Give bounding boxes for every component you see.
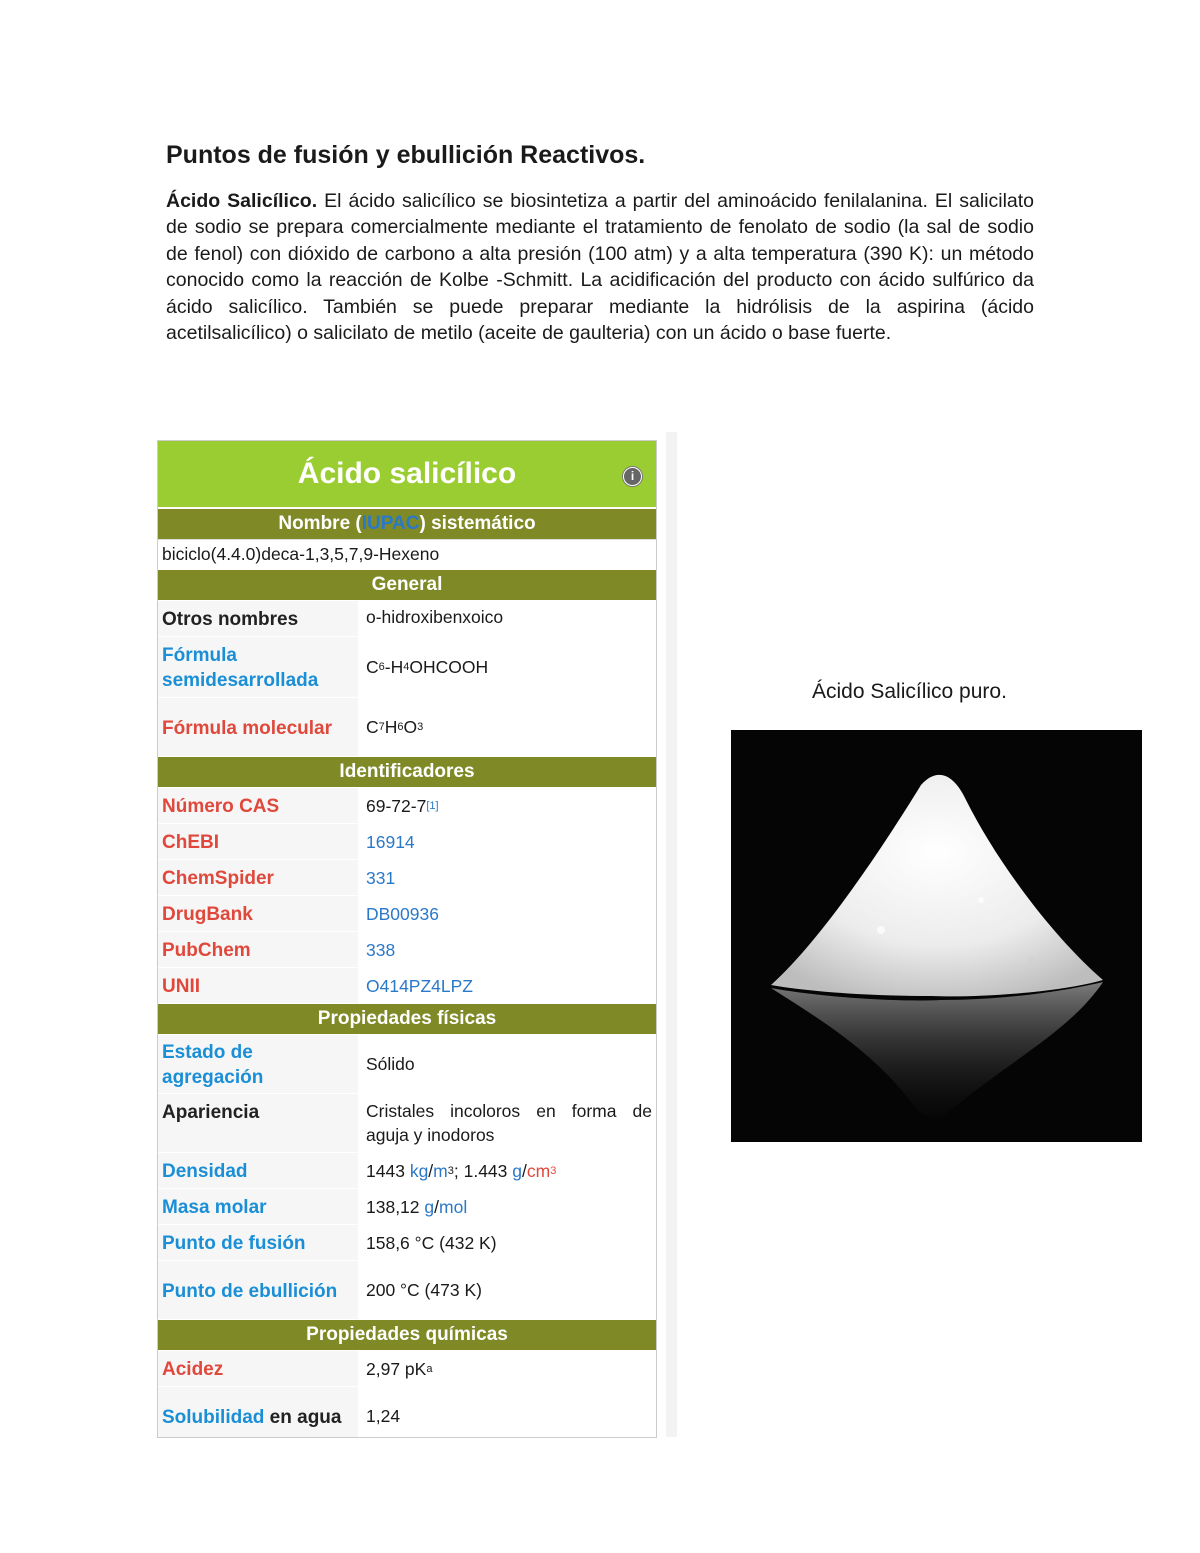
key-formula-semidesarrollada[interactable]: Fórmula semidesarrollada <box>158 637 362 697</box>
row-densidad <box>158 1152 656 1188</box>
paragraph-body: El ácido salicílico se biosintetiza a partir del aminoácido fenilalanina. El salicilato de sodio se prepara comercialmente mediante el tratamiento de fenolato de sodio (la sal de sodio de fenol) con dióxido de carbono a alta presión (100 atm) y a alta temperatura (390 K): un método conocido como la reacción de Kolbe -Schmitt. La acidificación del producto con ácido sulfúrico da ácido salicílico. También se puede preparar mediante la hidrólisis de la aspirina (ácido acetilsalicílico) o salicilato de metilo (aceite de gaulteria) con un ácido o base fuerte. <box>166 190 1035 345</box>
key-cas[interactable]: Número CAS <box>158 788 362 823</box>
key-masa-molar[interactable]: Masa molar <box>158 1189 362 1224</box>
value-cas: 69-72-7 [1] <box>366 795 439 816</box>
row-acidez <box>158 1350 656 1386</box>
infobox-title-bar <box>158 441 656 508</box>
m3-link[interactable]: m <box>433 1160 448 1181</box>
key-solubilidad: Solubilidad en agua <box>158 1387 362 1438</box>
row-solubilidad <box>158 1386 656 1438</box>
key-formula-molecular[interactable]: Fórmula molecular <box>158 698 362 756</box>
systematic-name-value: biciclo(4.4.0)deca-1,3,5,7,9-Hexeno <box>158 539 656 569</box>
value-unii[interactable]: O414PZ4LPZ <box>366 975 473 996</box>
column-divider <box>666 432 677 1437</box>
key-pubchem[interactable]: PubChem <box>158 932 362 967</box>
row-chemspider <box>158 859 656 895</box>
row-chebi <box>158 823 656 859</box>
value-pubchem[interactable]: 338 <box>366 939 396 960</box>
section-systematic-name: Nombre (IUPAC) sistemático <box>158 508 656 539</box>
row-formula-semidesarrollada <box>158 636 656 697</box>
infobox <box>157 440 657 1438</box>
g-mol-link-mol[interactable]: mol <box>439 1196 468 1217</box>
value-chebi[interactable]: 16914 <box>366 831 415 852</box>
value-apariencia: Cristales incoloros en forma de aguja y inodoros <box>366 1101 652 1145</box>
key-chebi[interactable]: ChEBI <box>158 824 362 859</box>
row-punto-fusion <box>158 1224 656 1260</box>
intro-paragraph <box>166 188 1034 346</box>
g-link[interactable]: g <box>512 1160 523 1181</box>
key-estado[interactable]: Estado de agregación <box>158 1035 362 1093</box>
g-mol-link-g[interactable]: g <box>424 1196 435 1217</box>
paragraph-lead: Ácido Salicílico. <box>166 190 318 212</box>
row-otros-nombres <box>158 600 656 636</box>
value-formula-semidesarrollada: C 6 -H 4 OHCOOH <box>366 657 489 677</box>
value-solubilidad: 1,24 <box>366 1406 401 1426</box>
info-icon[interactable]: i <box>623 467 642 486</box>
key-densidad[interactable]: Densidad <box>158 1153 362 1188</box>
key-acidez[interactable]: Acidez <box>158 1351 362 1386</box>
value-estado: Sólido <box>366 1054 415 1074</box>
row-formula-molecular <box>158 697 656 756</box>
value-densidad: 1443 kg / m 3 ; 1.443 g / cm 3 <box>366 1160 557 1181</box>
value-masa-molar: 138,12 g / mol <box>366 1196 468 1217</box>
powder-pile-illustration <box>731 730 1142 1142</box>
infobox-title: Ácido salicílico <box>297 457 517 490</box>
value-chemspider[interactable]: 331 <box>366 867 396 888</box>
row-punto-ebullicion <box>158 1260 656 1319</box>
key-unii[interactable]: UNII <box>158 968 362 1003</box>
row-pubchem <box>158 931 656 967</box>
key-drugbank[interactable]: DrugBank <box>158 896 362 931</box>
iupac-link[interactable]: IUPAC <box>361 513 420 534</box>
value-formula-molecular: C 7 H 6 O 3 <box>366 717 424 737</box>
value-drugbank[interactable]: DB00936 <box>366 903 439 924</box>
photo-caption: Ácido Salicílico puro. <box>812 680 1007 703</box>
value-punto-fusion: 158,6 °C (432 K) <box>366 1232 497 1253</box>
row-cas <box>158 787 656 823</box>
section-identifiers: Identificadores <box>158 756 656 787</box>
section-physical: Propiedades físicas <box>158 1003 656 1034</box>
kg-link[interactable]: kg <box>409 1160 429 1181</box>
row-masa-molar <box>158 1188 656 1224</box>
solubilidad-link[interactable]: Solubilidad <box>162 1406 265 1428</box>
cm3-link[interactable]: cm <box>526 1160 551 1181</box>
section-general: General <box>158 569 656 600</box>
key-chemspider[interactable]: ChemSpider <box>158 860 362 895</box>
key-apariencia: Apariencia <box>158 1094 362 1152</box>
key-punto-ebullicion[interactable]: Punto de ebullición <box>158 1261 362 1319</box>
value-acidez: 2,97 pK a <box>366 1358 433 1379</box>
value-otros-nombres: o-hidroxibenxoico <box>366 607 504 627</box>
row-drugbank <box>158 895 656 931</box>
cas-reference-link[interactable]: [1] <box>426 799 439 812</box>
key-punto-fusion[interactable]: Punto de fusión <box>158 1225 362 1260</box>
key-otros-nombres: Otros nombres <box>158 601 362 636</box>
value-punto-ebullicion: 200 °C (473 K) <box>366 1280 482 1300</box>
page-heading: Puntos de fusión y ebullición Reactivos. <box>166 141 646 169</box>
row-estado <box>158 1034 656 1093</box>
section-chemical: Propiedades químicas <box>158 1319 656 1350</box>
salicylic-acid-powder-photo <box>731 730 1142 1142</box>
row-unii <box>158 967 656 1003</box>
row-apariencia <box>158 1093 656 1152</box>
